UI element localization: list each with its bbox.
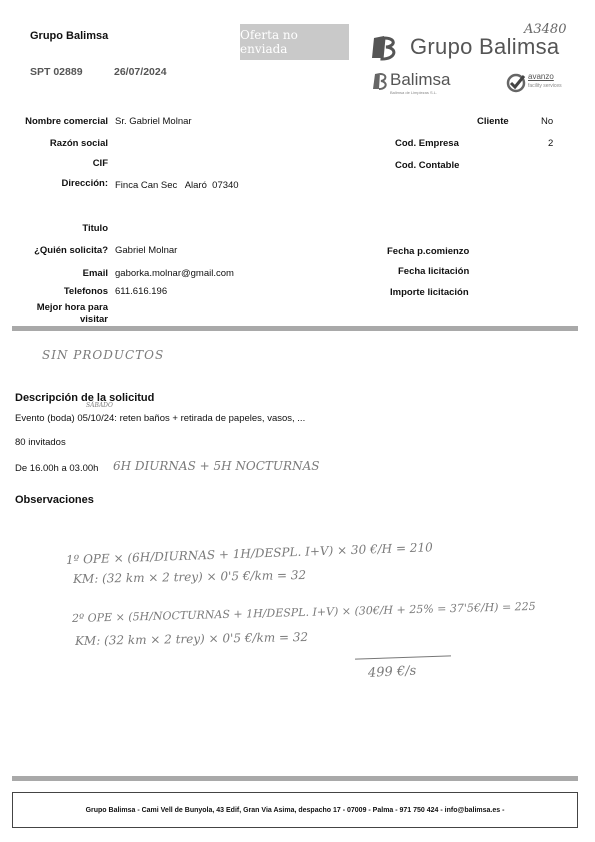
balimsa-logo-icon [370,32,400,62]
footer-text: Grupo Balimsa - Cami Vell de Bunyola, 43 Edif, Gran Via Asima, despacho 17 - 07009 - Palma - 971 750 424 - info@balimsa.es - [85,806,505,814]
label-cod-contable: Cod. Contable [395,160,460,171]
label-titulo: Titulo [82,223,108,234]
document-id: SPT 02889 [30,66,83,78]
description-line-1: Evento (boda) 05/10/24: reten baños + retirada de papeles, vasos, ... [15,413,306,424]
avanzo-logo [506,72,576,96]
handwritten-sum-line [355,655,451,659]
value-cliente: No [541,116,554,127]
handwritten-calc-line-3: 2º OPE × (5H/NOCTURNAS + 1H/DESPL. I+V) × (30€/H + 25% = 37'5€/H) = 225 [71,599,536,625]
description-title: Descripción de la solicitud [15,392,155,404]
label-fecha-licitacion: Fecha licitación [398,266,470,277]
handwritten-calc-line-4: KM: (32 km × 2 trey) × 0'5 €/km = 32 [74,629,309,648]
value-telefonos: 611.616.196 [115,286,168,297]
logo-main-text: Grupo Balimsa [410,34,560,59]
label-quien-solicita: ¿Quién solicita? [34,245,108,256]
header-divider [12,326,578,331]
handwritten-hours-note: 6H DIURNAS + 5H NOCTURNAS [113,459,320,473]
avanzo-check-icon [506,73,526,93]
value-nombre-comercial: Sr. Gabriel Molnar [115,116,192,127]
label-email: Email [82,268,108,279]
handwritten-total: 499 €/s [367,663,417,681]
logo-avanzo-subtext: facility services [528,83,562,89]
label-importe-licitacion: Importe licitación [390,287,469,298]
value-email: gaborka.molnar@gmail.com [115,268,234,279]
company-title: Grupo Balimsa [30,30,109,42]
label-fecha-comienzo: Fecha p.comienzo [387,246,470,257]
observations-title: Observaciones [15,494,94,506]
handwritten-note-productos: SIN PRODUCTOS [42,348,165,362]
document-date: 26/07/2024 [114,66,167,78]
logo-balimsa-subtext: Balimsa de Limpiezas S.L. [390,90,438,95]
label-mejor-hora: Mejor hora para visitar [36,302,108,325]
value-quien-solicita: Gabriel Molnar [115,245,178,256]
label-direccion: Dirección: [61,178,108,189]
label-cod-empresa: Cod. Empresa [395,138,459,149]
footer [12,792,578,828]
handwritten-calc-line-1: 1º OPE × (6H/DIURNAS + 1H/DESPL. I+V) × 30 €/H = 210 [65,540,433,567]
label-nombre-comercial: Nombre comercial [25,116,108,127]
logo-avanzo-text: avanzo [528,72,554,81]
value-cod-empresa: 2 [548,138,554,149]
footer-divider [12,776,578,781]
label-cif: CIF [92,158,108,169]
label-telefonos: Telefonos [63,286,108,297]
description-line-3: De 16.00h a 03.00h [15,463,99,474]
description-line-2: 80 invitados [15,437,66,448]
balimsa-b-icon [372,72,388,90]
logo-balimsa-text: Balimsa [390,70,451,89]
handwritten-day-note: SÁBADO [86,402,113,409]
label-razon-social: Razón social [49,138,108,149]
offer-status-button[interactable]: Oferta no enviada [240,24,349,60]
value-direccion: Finca Can Sec Alaró 07340 [115,180,239,191]
label-cliente: Cliente [477,116,509,127]
handwritten-calc-line-2: KM: (32 km × 2 trey) × 0'5 €/km = 32 [72,567,307,586]
handwritten-code: A3480 [524,22,567,37]
balimsa-logo [372,70,472,100]
